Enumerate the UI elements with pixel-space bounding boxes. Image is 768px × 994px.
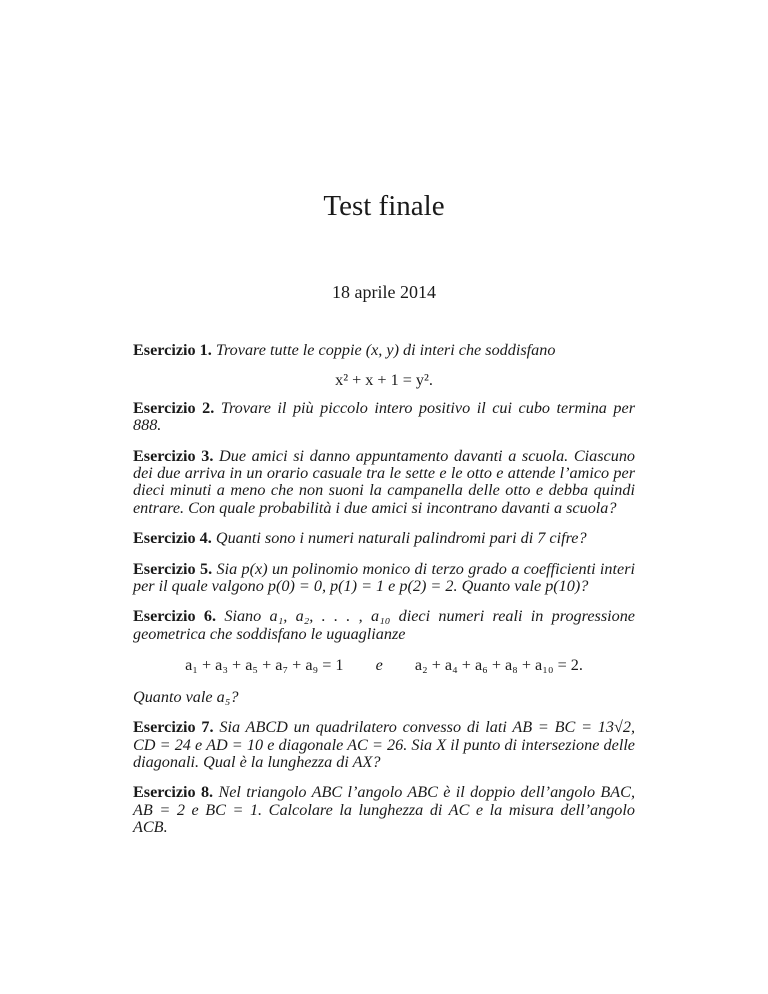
exercise-question: Quanto vale a₅? — [133, 687, 239, 706]
exercise-label: Esercizio 5. — [133, 559, 213, 578]
exercise-label: Esercizio 2. — [133, 398, 215, 417]
exercise-label: Esercizio 4. — [133, 529, 212, 548]
exercise-label: Esercizio 6. — [133, 607, 217, 626]
exercise-4 — [133, 530, 635, 547]
document-title: Test finale — [323, 190, 445, 222]
exercise-5 — [133, 561, 635, 596]
exercise-text: Sia p(x) un polinomio monico di terzo grado a coefficienti interi per il quale valgono p(0) = 0, p(1) = 1 e p(2) = 2. Quanto vale p(10)? — [133, 559, 636, 596]
exercise-3 — [133, 448, 635, 518]
exercise-text: Siano a₁, a₂, . . . , a₁₀ dieci numeri reali in progressione geometrica che soddisfano le uguaglianze — [133, 607, 635, 643]
exercise-label: Esercizio 8. — [133, 783, 214, 802]
exercise-text: Nel triangolo ABC l’angolo ABC è il doppio dell’angolo BAC, AB = 2 e BC = 1. Calcolare la lunghezza di AC e la misura dell’angolo ACB. — [133, 783, 635, 837]
exercise-label: Esercizio 1. — [133, 341, 212, 359]
equation-left: a₁ + a₃ + a₅ + a₇ + a₉ = 1 — [185, 656, 344, 675]
exercise-text: Quanti sono i numeri naturali palindromi pari di 7 cifre? — [215, 529, 587, 548]
exercise-6-question — [133, 689, 635, 706]
exercise-2 — [133, 400, 635, 435]
exercise-7 — [133, 719, 635, 771]
exercise-text: Due amici si danno appuntamento davanti a scuola. Ciascuno dei due arriva in un orario casuale tra le sette e le otto e attende l’amico per dieci minuti a meno che non suoni la campanella delle otto e debba quindi entrare. Con quale probabilità i due amici si incontrano davanti a scuola? — [133, 446, 636, 517]
exercise-1 — [133, 342, 635, 359]
exercise-label: Esercizio 3. — [133, 446, 214, 465]
exercise-label: Esercizio 7. — [133, 718, 214, 737]
exercise-1-equation: x² + x + 1 = y². — [335, 371, 433, 390]
exercise-text: Trovare il più piccolo intero positivo il cui cubo termina per 888. — [133, 398, 635, 435]
exercise-6 — [133, 608, 635, 643]
exercise-text: Trovare tutte le coppie (x, y) di interi che soddisfano — [215, 341, 556, 359]
document-date: 18 aprile 2014 — [332, 282, 436, 302]
exercise-list — [133, 342, 635, 850]
exercise-text: Sia ABCD un quadrilatero convesso di lati AB = BC = 13√2, CD = 24 e AD = 10 e diagonale AC = 26. Sia X il punto di intersezione delle diagonali. Qual è la lunghezza di AX? — [133, 718, 636, 771]
exercise-6-equation — [133, 657, 635, 674]
equation-right: a₂ + a₄ + a₆ + a₈ + a₁₀ = 2. — [414, 656, 583, 675]
exercise-8 — [133, 784, 635, 836]
equation-conjunction: e — [375, 656, 383, 675]
